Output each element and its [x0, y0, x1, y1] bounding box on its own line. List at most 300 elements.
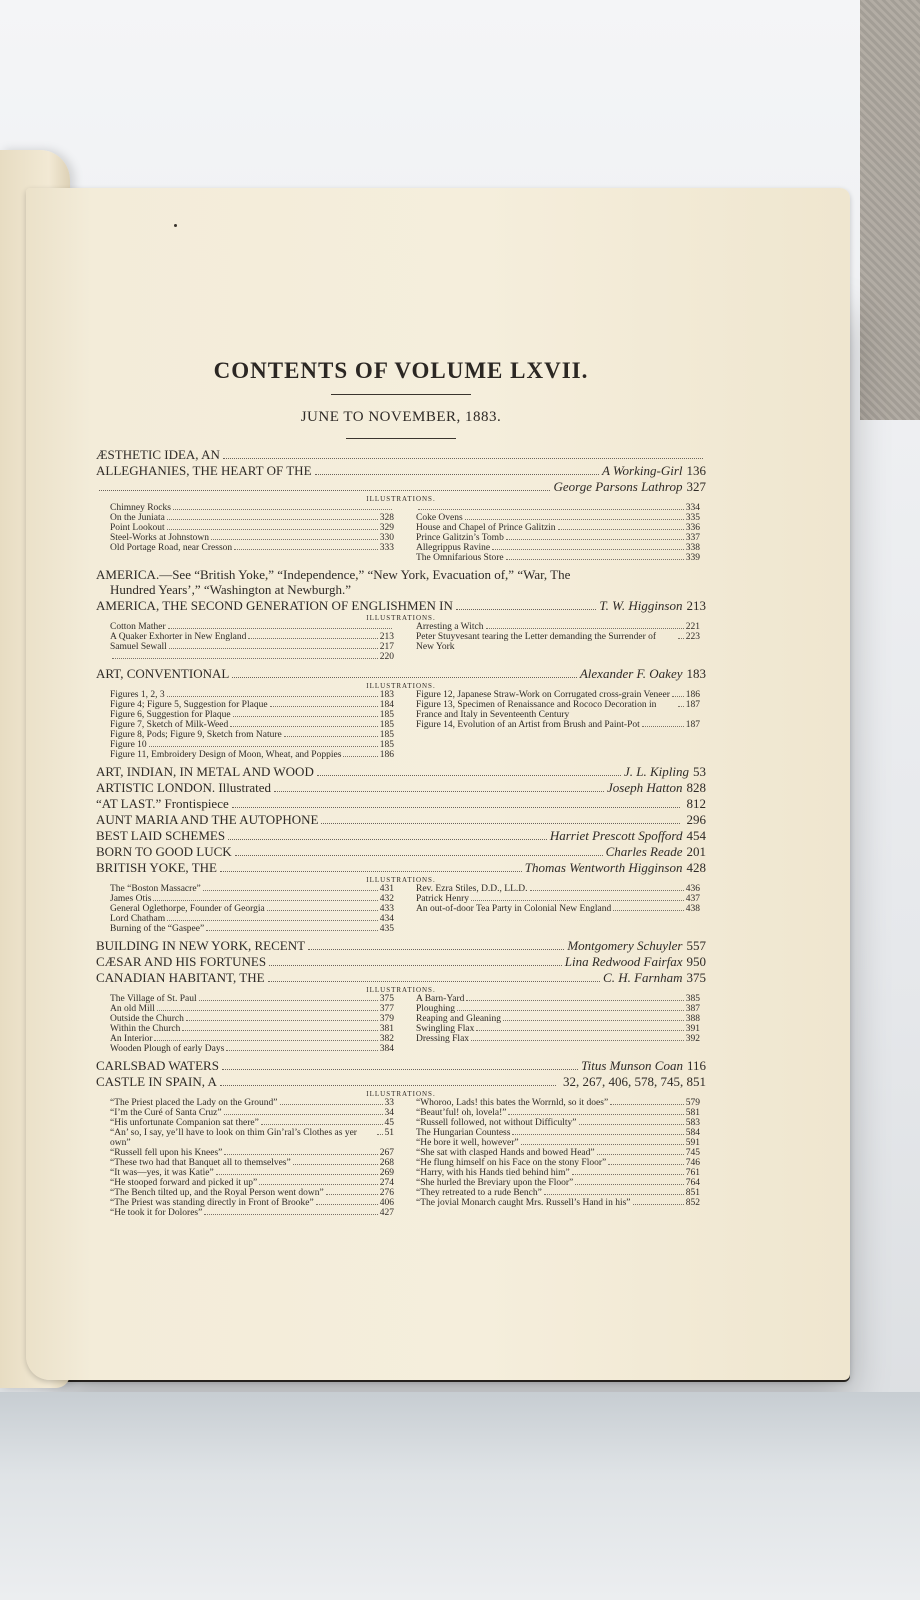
illustration-title: “He stooped forward and picked it up” — [110, 1178, 258, 1188]
illustration-page: 268 — [379, 1158, 394, 1168]
leader-dots — [315, 474, 599, 475]
illustration-title: Dressing Flax — [416, 1034, 470, 1044]
contents-body — [96, 358, 706, 1222]
illustration-title: The Omnifarious Store — [416, 553, 504, 563]
leader-dots — [486, 628, 684, 629]
contents-entry — [96, 954, 706, 969]
illustration-title: “The Bench tilted up, and the Royal Person went down” — [110, 1188, 324, 1198]
illustration-item — [110, 533, 394, 543]
illustration-title: A Quaker Exhorter in New England — [110, 632, 247, 642]
illustration-item — [416, 1188, 700, 1198]
illustration-title: Chimney Rocks — [110, 503, 171, 513]
illustration-title: “He bore it well, however” — [416, 1138, 519, 1148]
illustration-page: 329 — [379, 523, 394, 533]
illustration-item — [416, 1168, 700, 1178]
illustration-title: “His unfortunate Companion sat there” — [110, 1118, 259, 1128]
illustration-title: Figure 12, Japanese Straw-Work on Corrugated cross-grain Veneer — [416, 690, 670, 700]
illustrations-heading: ILLUSTRATIONS. — [366, 986, 436, 994]
illustration-column-right — [416, 690, 700, 760]
illustration-page: 276 — [379, 1188, 394, 1198]
entry-author: Charles Reade — [605, 844, 683, 859]
contents-entry — [96, 598, 706, 613]
illustration-item — [416, 894, 700, 904]
illustration-page: 379 — [379, 1014, 394, 1024]
illustration-item — [110, 1108, 394, 1118]
illustration-title: “Beaut’ful! oh, lovela!” — [416, 1108, 507, 1118]
illustration-page: 764 — [685, 1178, 700, 1188]
illustration-page: 338 — [685, 543, 700, 553]
illustration-page: 591 — [685, 1138, 700, 1148]
illustration-item — [416, 1148, 700, 1158]
illustration-page: 220 — [379, 652, 394, 662]
leader-dots — [610, 1104, 684, 1105]
illustration-column-left — [110, 1098, 394, 1218]
leader-dots — [154, 1040, 377, 1041]
illustration-page: 377 — [379, 1004, 394, 1014]
leader-dots — [471, 1040, 684, 1041]
illustration-list — [110, 690, 700, 760]
illustration-item — [110, 710, 394, 720]
illustration-title: Figures 1, 2, 3 — [110, 690, 165, 700]
illustration-title: Rev. Ezra Stiles, D.D., LL.D. — [416, 884, 528, 894]
title-rule — [331, 394, 471, 395]
entry-continuation: Hundred Years’,” “Washington at Newburgh.” — [110, 582, 351, 597]
page-subtitle: JUNE TO NOVEMBER, 1883. — [300, 409, 502, 425]
illustration-title: Swingling Flax — [416, 1024, 475, 1034]
leader-dots — [168, 628, 392, 629]
contents-entry — [96, 567, 706, 582]
illustration-page: 51 — [384, 1128, 394, 1138]
contents-entry — [96, 780, 706, 795]
illustrations-heading: ILLUSTRATIONS. — [366, 1090, 436, 1098]
leader-dots — [173, 509, 392, 510]
entry-title: BEST LAID SCHEMES — [96, 828, 226, 843]
illustration-title: Old Portage Road, near Cresson — [110, 543, 233, 553]
illustration-page: 761 — [685, 1168, 700, 1178]
illustration-item — [416, 513, 700, 523]
illustration-title: Peter Stuyvesant tearing the Letter demanding the Surrender of New York — [416, 632, 657, 652]
illustration-item — [416, 1128, 700, 1138]
leader-dots — [232, 807, 680, 808]
illustration-item — [110, 1188, 394, 1198]
leader-dots — [530, 890, 684, 891]
illustration-item — [110, 924, 394, 934]
entry-title: ARTISTIC LONDON. Illustrated — [96, 780, 272, 795]
illustration-title: “She hurled the Breviary upon the Floor” — [416, 1178, 574, 1188]
illustration-item — [110, 1004, 394, 1014]
leader-dots — [99, 490, 550, 491]
entry-title: ART, INDIAN, IN METAL AND WOOD — [96, 764, 314, 779]
illustration-page: 382 — [379, 1034, 394, 1044]
illustration-item — [416, 523, 700, 533]
entry-page: 32, 267, 406, 578, 745, 851 — [563, 1074, 706, 1089]
illustration-page: 375 — [379, 994, 394, 1004]
leader-dots — [317, 775, 621, 776]
illustrations-heading: ILLUSTRATIONS. — [366, 682, 436, 690]
leader-dots — [466, 1000, 683, 1001]
illustration-item — [416, 1024, 700, 1034]
illustration-page: 583 — [685, 1118, 700, 1128]
illustration-title: Figure 6, Suggestion for Plaque — [110, 710, 231, 720]
entry-page: 53 — [693, 764, 706, 779]
illustration-page: 392 — [685, 1034, 700, 1044]
illustrations-heading: ILLUSTRATIONS. — [366, 495, 436, 503]
illustration-title: “An’ so, I say, ye’ll have to look on thim Gin’ral’s Clothes as yer own” — [110, 1128, 357, 1148]
contents-entry — [96, 447, 706, 462]
illustration-item — [110, 1198, 394, 1208]
illustration-page: 852 — [685, 1198, 700, 1208]
leader-dots — [149, 746, 378, 747]
illustration-item — [416, 1014, 700, 1024]
leader-dots — [269, 965, 562, 966]
illustration-page: 185 — [379, 720, 394, 730]
leader-dots — [471, 900, 684, 901]
illustration-title: Prince Galitzin’s Tomb — [416, 533, 504, 543]
illustration-title: Cotton Mather — [110, 622, 166, 632]
illustration-page: 381 — [379, 1024, 394, 1034]
leader-dots — [608, 1164, 684, 1165]
leader-dots — [597, 1154, 684, 1155]
illustration-title: Figure 8, Pods; Figure 9, Sketch from Nature — [110, 730, 282, 740]
leader-dots — [512, 1134, 683, 1135]
entry-page: 828 — [686, 780, 706, 795]
illustration-item — [110, 1128, 394, 1148]
illustration-page: 185 — [379, 740, 394, 750]
entry-title: ÆSTHETIC IDEA, AN — [96, 447, 220, 462]
contents-entry — [96, 938, 706, 953]
leader-dots — [228, 839, 547, 840]
illustration-column-left — [110, 690, 394, 760]
illustration-title: An Interior — [110, 1034, 153, 1044]
entry-title: AUNT MARIA AND THE AUTOPHONE — [96, 812, 319, 827]
leader-dots — [220, 1085, 556, 1086]
leader-dots — [206, 930, 378, 931]
entry-author: George Parsons Lathrop — [553, 479, 683, 494]
illustration-page: 269 — [379, 1168, 394, 1178]
contents-entry — [96, 860, 706, 875]
entry-page: 136 — [686, 463, 706, 478]
leader-dots — [248, 638, 377, 639]
illustration-title: House and Chapel of Prince Galitzin — [416, 523, 556, 533]
illustration-item — [110, 690, 394, 700]
leader-dots — [308, 949, 564, 950]
illustration-page: 433 — [379, 904, 394, 914]
illustration-item — [110, 1158, 394, 1168]
illustration-page: 337 — [685, 533, 700, 543]
leader-dots — [613, 910, 684, 911]
leader-dots — [230, 726, 378, 727]
illustration-column-right — [416, 503, 700, 563]
illustration-column-left — [110, 503, 394, 563]
leader-dots — [235, 855, 603, 856]
leader-dots — [572, 1174, 684, 1175]
entry-page: 454 — [686, 828, 706, 843]
illustration-title: “It was—yes, it was Katie” — [110, 1168, 214, 1178]
leader-dots — [182, 1030, 377, 1031]
illustration-item — [110, 1044, 394, 1054]
entry-page: 201 — [686, 844, 706, 859]
illustration-item — [416, 543, 700, 553]
illustration-page: 221 — [685, 622, 700, 632]
illustration-title: Within the Church — [110, 1024, 181, 1034]
contents-entry — [96, 764, 706, 779]
illustration-page: 33 — [384, 1098, 394, 1108]
illustration-title: “He took it for Dolores” — [110, 1208, 203, 1218]
leader-dots — [284, 736, 378, 737]
illustration-title: General Oglethorpe, Founder of Georgia — [110, 904, 265, 914]
illustration-page: 584 — [685, 1128, 700, 1138]
illustration-list — [110, 884, 700, 934]
illustration-title: Samuel Sewall — [110, 642, 167, 652]
illustration-item — [416, 904, 700, 914]
illustration-column-right — [416, 1098, 700, 1218]
illustration-title: “These two had that Banquet all to themselves” — [110, 1158, 291, 1168]
entry-page: 950 — [686, 954, 706, 969]
leader-dots — [270, 706, 378, 707]
illustration-page: 330 — [379, 533, 394, 543]
illustration-page: 385 — [685, 994, 700, 1004]
leader-dots — [167, 519, 378, 520]
illustration-item — [110, 642, 394, 652]
illustration-column-right — [416, 884, 700, 934]
illustration-title: Figure 11, Embroidery Design of Moon, Wheat, and Poppies — [110, 750, 342, 760]
illustration-page: 184 — [379, 700, 394, 710]
illustration-title: On the Juniata — [110, 513, 165, 523]
illustration-item — [110, 1178, 394, 1188]
illustration-page: 185 — [379, 730, 394, 740]
contents-entry — [96, 844, 706, 859]
illustration-title: “The Priest was standing directly in Front of Brooke” — [110, 1198, 314, 1208]
illustration-page: 851 — [685, 1188, 700, 1198]
pavement-corner — [860, 0, 920, 420]
entry-title: AMERICA, THE SECOND GENERATION OF ENGLISHMEN IN — [96, 598, 453, 613]
illustration-title: Figure 7, Sketch of Milk-Weed — [110, 720, 229, 730]
illustration-page: 339 — [685, 553, 700, 563]
illustration-item — [110, 1168, 394, 1178]
entry-title: ALLEGHANIES, THE HEART OF THE — [96, 463, 312, 478]
illustration-page: 183 — [379, 690, 394, 700]
illustration-title: “Russell fell upon his Knees” — [110, 1148, 223, 1158]
entry-author: Alexander F. Oakey — [579, 666, 683, 681]
illustration-column-right — [416, 994, 700, 1054]
leader-dots — [233, 716, 378, 717]
illustration-column-left — [110, 622, 394, 662]
leader-dots — [293, 1164, 378, 1165]
entry-page: 375 — [686, 970, 706, 985]
leader-dots — [633, 1204, 684, 1205]
leader-dots — [544, 1194, 684, 1195]
leader-dots — [492, 549, 684, 550]
leader-dots — [506, 539, 684, 540]
entry-title: BUILDING IN NEW YORK, RECENT — [96, 938, 306, 953]
leader-dots — [672, 696, 684, 697]
illustration-title: A Barn-Yard — [416, 994, 465, 1004]
illustration-title: “She sat with clasped Hands and bowed Head” — [416, 1148, 595, 1158]
illustration-title: Ploughing — [416, 1004, 456, 1014]
illustration-title: Figure 4; Figure 5, Suggestion for Plaque — [110, 700, 268, 710]
illustration-title: Figure 14, Evolution of an Artist from Brush and Paint-Pot — [416, 720, 640, 730]
leader-dots — [678, 638, 684, 639]
illustration-title: “Harry, with his Hands tied behind him” — [416, 1168, 570, 1178]
leader-dots — [204, 1214, 377, 1215]
contents-entry — [96, 970, 706, 985]
illustration-page: 384 — [379, 1044, 394, 1054]
illustration-page: 217 — [379, 642, 394, 652]
leader-dots — [261, 1124, 383, 1125]
entry-author: C. H. Farnham — [603, 970, 683, 985]
leader-dots — [456, 609, 597, 610]
illustration-page: 335 — [685, 513, 700, 523]
illustration-item — [110, 1098, 394, 1108]
leader-dots — [280, 1104, 383, 1105]
leader-dots — [157, 1010, 378, 1011]
entry-author: J. L. Kipling — [623, 764, 689, 779]
illustration-title: The Village of St. Paul — [110, 994, 197, 1004]
leader-dots — [186, 1020, 378, 1021]
leader-dots — [274, 791, 604, 792]
illustration-title: “I’m the Curé of Santa Cruz” — [110, 1108, 222, 1118]
illustration-page: 432 — [379, 894, 394, 904]
illustration-page: 333 — [379, 543, 394, 553]
illustration-item — [110, 632, 394, 642]
leader-dots — [465, 519, 684, 520]
contents-page — [26, 188, 850, 1380]
illustration-item — [110, 894, 394, 904]
illustration-item — [110, 700, 394, 710]
leader-dots — [326, 1194, 378, 1195]
entry-title: “AT LAST.” Frontispiece — [96, 796, 229, 811]
illustration-item — [110, 1014, 394, 1024]
illustration-item — [110, 543, 394, 553]
illustration-item — [110, 503, 394, 513]
illustration-item — [416, 632, 700, 652]
illustration-item — [110, 904, 394, 914]
illustration-title: “The jovial Monarch caught Mrs. Russell’s Hand in his” — [416, 1198, 631, 1208]
leader-dots — [259, 1184, 378, 1185]
illustration-title: The “Boston Massacre” — [110, 884, 201, 894]
leader-dots — [224, 1114, 383, 1115]
illustration-page: 223 — [685, 632, 700, 642]
illustration-title: Lord Chatham — [110, 914, 166, 924]
leader-dots — [268, 981, 601, 982]
illustration-title: “They retreated to a rude Bench” — [416, 1188, 542, 1198]
illustration-item — [416, 1108, 700, 1118]
entry-title: CANADIAN HABITANT, THE — [96, 970, 265, 985]
contents-entry — [96, 812, 706, 827]
entry-author: A Working-Girl — [601, 463, 683, 478]
leader-dots — [203, 890, 378, 891]
illustration-title: Burning of the “Gaspee” — [110, 924, 205, 934]
illustration-item — [416, 1198, 700, 1208]
leader-dots — [169, 648, 378, 649]
illustration-page: 187 — [685, 720, 700, 730]
leader-dots — [232, 677, 577, 678]
illustration-page: 745 — [685, 1148, 700, 1158]
illustration-title: James Otis — [110, 894, 152, 904]
illustrations-heading: ILLUSTRATIONS. — [366, 876, 436, 884]
illustration-title: An out-of-door Tea Party in Colonial New England — [416, 904, 612, 914]
illustration-page: 427 — [379, 1208, 394, 1218]
entry-author: Thomas Wentworth Higginson — [524, 860, 683, 875]
leader-dots — [234, 549, 378, 550]
leader-dots — [503, 1020, 684, 1021]
entry-author: Lina Redwood Fairfax — [564, 954, 683, 969]
illustration-item — [110, 740, 394, 750]
illustration-item — [110, 1024, 394, 1034]
leader-dots — [167, 696, 378, 697]
leader-dots — [211, 539, 378, 540]
illustration-item — [110, 720, 394, 730]
illustration-page: 336 — [685, 523, 700, 533]
leader-dots — [506, 559, 684, 560]
illustration-page: 45 — [384, 1118, 394, 1128]
illustration-page: 267 — [379, 1148, 394, 1158]
illustration-page: 187 — [685, 700, 700, 710]
subtitle-rule — [346, 438, 456, 439]
leader-dots — [167, 920, 378, 921]
entry-title: ART, CONVENTIONAL — [96, 666, 230, 681]
leader-dots — [579, 1124, 684, 1125]
leader-dots — [642, 726, 684, 727]
illustration-title: Arresting a Witch — [416, 622, 484, 632]
illustration-title: “Whoroo, Lads! this bates the Worrnld, so it does” — [416, 1098, 609, 1108]
illustration-page: 431 — [379, 884, 394, 894]
illustration-item — [416, 1158, 700, 1168]
illustration-page: 581 — [685, 1108, 700, 1118]
illustration-page: 34 — [384, 1108, 394, 1118]
illustration-title: Steel-Works at Johnstown — [110, 533, 209, 543]
illustration-item — [416, 533, 700, 543]
leader-dots — [678, 706, 684, 707]
entry-title: CARLSBAD WATERS — [96, 1058, 219, 1073]
illustration-page: 388 — [685, 1014, 700, 1024]
contents-entry — [96, 479, 706, 494]
leader-dots — [267, 910, 378, 911]
leader-dots — [222, 1069, 578, 1070]
illustration-column-right — [416, 622, 700, 662]
contents-entry — [96, 1058, 706, 1073]
illustration-title: “The Priest placed the Lady on the Ground” — [110, 1098, 278, 1108]
illustration-column-left — [110, 994, 394, 1054]
illustration-item — [416, 1178, 700, 1188]
contents-entry — [96, 1074, 706, 1089]
illustration-page: 387 — [685, 1004, 700, 1014]
leader-dots — [343, 756, 377, 757]
entry-page: 812 — [686, 796, 706, 811]
leader-dots — [112, 658, 378, 659]
entry-page: 428 — [686, 860, 706, 875]
illustration-item — [416, 1034, 700, 1044]
entry-author: T. W. Higginson — [599, 598, 683, 613]
illustration-list — [110, 503, 700, 563]
contents-entry — [96, 796, 706, 811]
illustration-item — [110, 994, 394, 1004]
entry-title: BRITISH YOKE, THE — [96, 860, 217, 875]
entry-author: Joseph Hatton — [607, 780, 683, 795]
illustration-title: “Russell followed, not without Difficulty” — [416, 1118, 577, 1128]
illustration-page: 579 — [685, 1098, 700, 1108]
illustration-page: 438 — [685, 904, 700, 914]
illustration-item — [110, 622, 394, 632]
illustration-item — [110, 1118, 394, 1128]
illustration-column-left — [110, 884, 394, 934]
illustration-item — [416, 1118, 700, 1128]
leader-dots — [575, 1184, 684, 1185]
illustration-title: Coke Ovens — [416, 513, 463, 523]
leader-dots — [216, 1174, 378, 1175]
entry-title: BORN TO GOOD LUCK — [96, 844, 232, 859]
illustration-title: Patrick Henry — [416, 894, 470, 904]
